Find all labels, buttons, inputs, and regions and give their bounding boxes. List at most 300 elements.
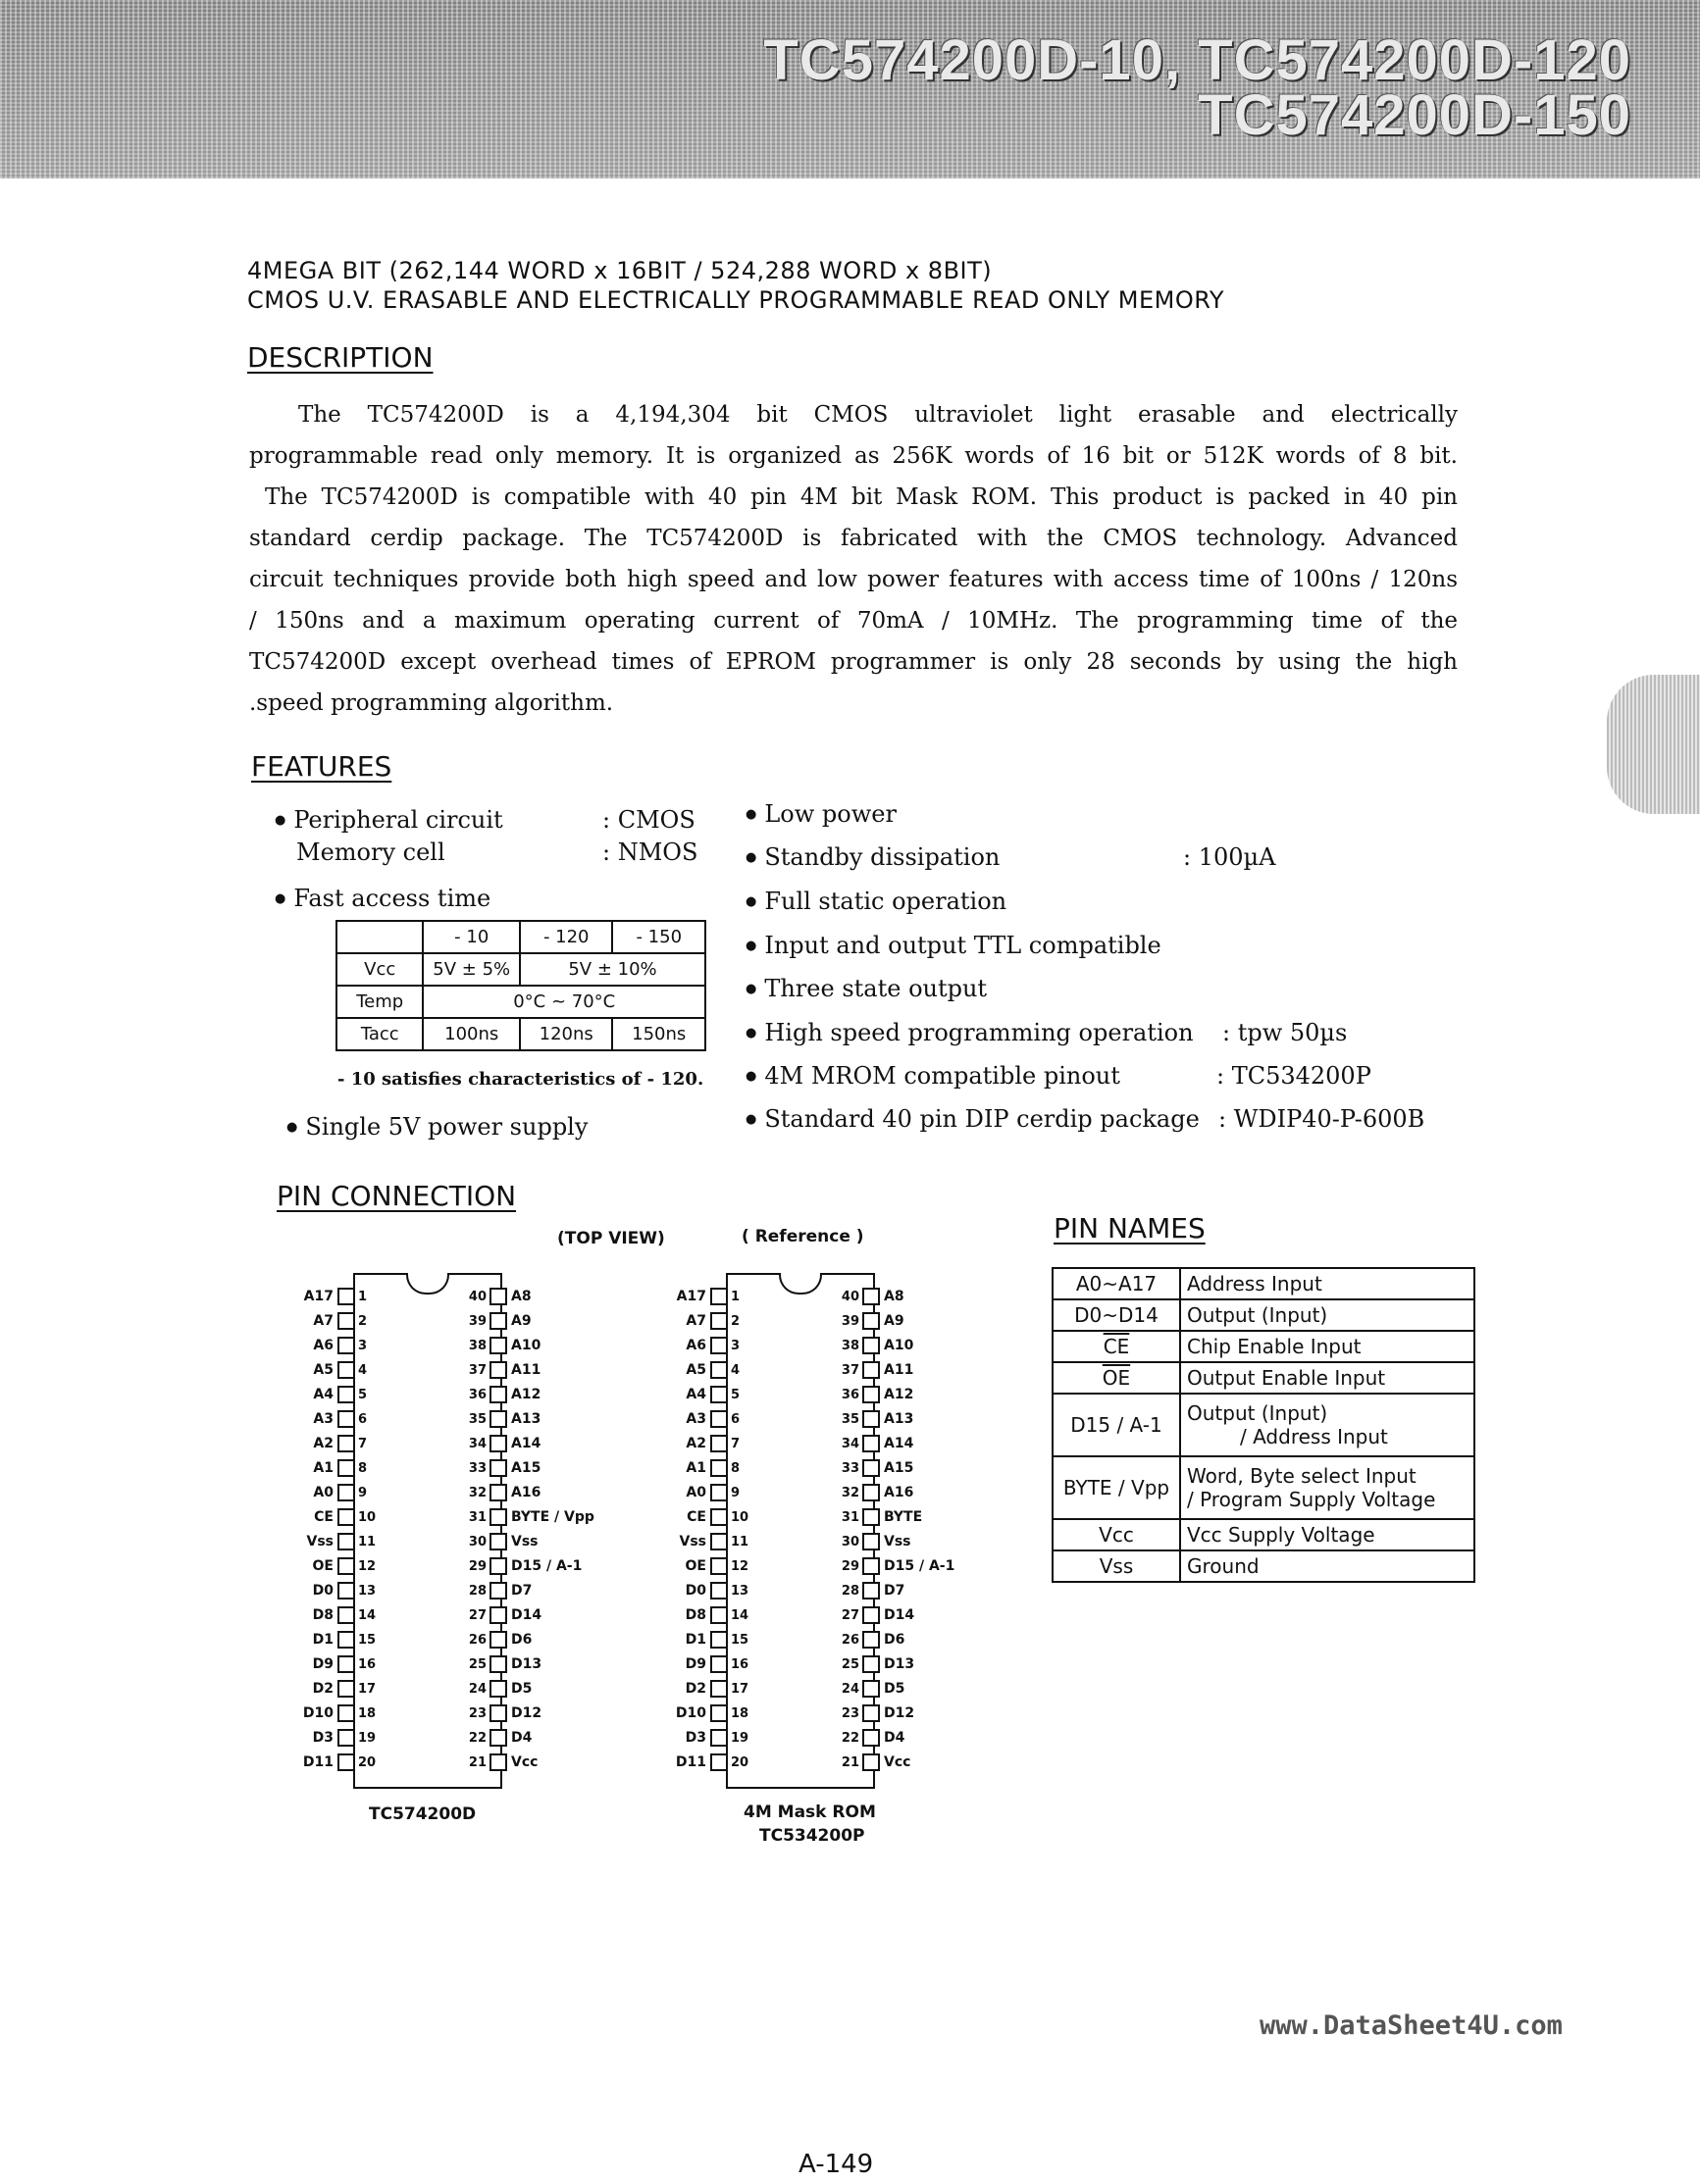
pin-pad: [489, 1435, 507, 1452]
description-line: / 150ns and a maximum operating current of 70mA / 10MHz. The programming time of the: [249, 608, 1458, 634]
pin-pad: [862, 1631, 880, 1649]
pin-pad: [489, 1753, 507, 1771]
pin-right: [465, 1483, 590, 1502]
feature-label: Single 5V power supply: [305, 1113, 589, 1141]
pin-number: 6: [731, 1411, 741, 1427]
pin-label: A5: [686, 1362, 706, 1378]
pin-label: D15 / A-1: [884, 1558, 955, 1574]
pin-left: [657, 1311, 752, 1331]
pin-pad: [710, 1704, 728, 1722]
pin-left: [284, 1287, 380, 1306]
pin-number: 38: [468, 1338, 487, 1353]
pin-label: D10: [302, 1705, 334, 1721]
pin-label: BYTE / Vpp: [511, 1509, 594, 1525]
pin-number: 12: [731, 1558, 749, 1574]
pin-left: [657, 1287, 752, 1306]
pin-name: $\overline{OE}$: [1053, 1362, 1180, 1394]
pin-right: [838, 1311, 962, 1331]
pin-pad: [710, 1606, 728, 1624]
pin-label: A8: [511, 1289, 532, 1304]
pin-right: [838, 1703, 962, 1723]
pin-label: A11: [511, 1362, 541, 1378]
pin-number: 32: [841, 1485, 859, 1500]
pin-pad: [337, 1753, 355, 1771]
pin-number: 9: [731, 1485, 741, 1500]
pin-pad: [337, 1729, 355, 1747]
feature-ttl: [746, 932, 1161, 959]
side-tab-marker: [1607, 675, 1700, 814]
pin-number: 25: [468, 1656, 487, 1672]
pin-pad: [862, 1435, 880, 1452]
pin-pad: [337, 1704, 355, 1722]
pin-pad: [337, 1410, 355, 1428]
feature-label: High speed programming operation: [764, 1019, 1194, 1046]
title-line-1: TC574200D-10, TC574200D-120: [763, 28, 1631, 92]
pin-number: 14: [731, 1607, 749, 1623]
vcc-other-value: 5V ± 10%: [520, 953, 705, 986]
feature-single-supply: [286, 1113, 588, 1141]
pin-label: Vss: [884, 1534, 911, 1549]
access-time-table: [335, 920, 706, 1051]
pin-right: [465, 1752, 590, 1772]
pin-label: D3: [685, 1730, 706, 1746]
pin-number: 34: [841, 1436, 859, 1451]
pin-right: [838, 1336, 962, 1355]
pin-pad: [710, 1361, 728, 1379]
pin-pad: [710, 1557, 728, 1575]
pin-pad: [862, 1655, 880, 1673]
pin-label: A8: [884, 1289, 904, 1304]
pin-name: A0~A17: [1053, 1268, 1180, 1299]
pin-number: 22: [468, 1730, 487, 1746]
chip2-caption-2: TC534200P: [759, 1826, 865, 1846]
pin-number: 20: [731, 1754, 749, 1770]
pin-pad: [337, 1557, 355, 1575]
pin-left: [284, 1483, 380, 1502]
feature-label: Fast access time: [293, 885, 491, 912]
pin-number: 27: [468, 1607, 487, 1623]
pin-left: [284, 1385, 380, 1404]
features-heading: FEATURES: [251, 750, 392, 783]
pin-pad: [489, 1312, 507, 1330]
pin-label: A14: [884, 1436, 914, 1451]
pin-number: 14: [358, 1607, 377, 1623]
pin-label: A4: [313, 1387, 334, 1402]
pin-number: 17: [731, 1681, 749, 1697]
pin-left: [284, 1556, 380, 1576]
pin-right: [465, 1581, 590, 1600]
pin-number: 31: [468, 1509, 487, 1525]
pin-label: D8: [685, 1607, 706, 1623]
pin-label: A6: [313, 1338, 334, 1353]
pin-pad: [862, 1386, 880, 1403]
pin-pad: [489, 1680, 507, 1698]
pin-right: [838, 1728, 962, 1748]
tacc-label: Tacc: [336, 1018, 423, 1050]
pin-label: A0: [313, 1485, 334, 1500]
pin-left: [284, 1434, 380, 1453]
pin-number: 10: [358, 1509, 377, 1525]
pin-number: 10: [731, 1509, 749, 1525]
pin-pad: [489, 1655, 507, 1673]
top-view-label: (TOP VIEW): [557, 1229, 665, 1248]
pin-label: D0: [685, 1583, 706, 1599]
pin-pad: [710, 1337, 728, 1354]
pin-label: A3: [686, 1411, 706, 1427]
pin-label: A13: [511, 1411, 541, 1427]
chip2-caption-1: 4M Mask ROM: [744, 1803, 876, 1822]
pin-left: [284, 1703, 380, 1723]
pin-pad: [337, 1484, 355, 1501]
pin-right: [838, 1287, 962, 1306]
description-line: TC574200D except overhead times of EPROM programmer is only 28 seconds by using the high: [249, 649, 1458, 675]
pin-label: A16: [511, 1485, 541, 1500]
pin-pad: [862, 1508, 880, 1526]
pin-left: [284, 1532, 380, 1551]
pin-number: 5: [731, 1387, 741, 1402]
feature-peripheral: [275, 806, 503, 834]
pin-pad: [489, 1729, 507, 1747]
pin-right: [465, 1605, 590, 1625]
feature-memory-cell: Memory cell: [296, 838, 445, 866]
pin-number: 29: [841, 1558, 859, 1574]
pin-label: A10: [884, 1338, 914, 1353]
pin-left: [657, 1336, 752, 1355]
pin-label: D3: [312, 1730, 334, 1746]
pin-pad: [337, 1680, 355, 1698]
pin-left: [284, 1752, 380, 1772]
grade-150-header: - 150: [612, 921, 705, 953]
pin-right: [465, 1630, 590, 1650]
pin-label: OE: [685, 1558, 706, 1574]
pin-number: 11: [731, 1534, 749, 1549]
pin-left: [284, 1458, 380, 1478]
grade-note: - 10 satisfies characteristics of - 120.: [337, 1069, 704, 1090]
pin-pad: [489, 1410, 507, 1428]
pin-number: 24: [468, 1681, 487, 1697]
feature-low-power: [746, 800, 897, 828]
tacc-10: 100ns: [423, 1018, 520, 1050]
pin-label: A13: [884, 1411, 914, 1427]
pin-left: [657, 1581, 752, 1600]
pin-label: D13: [511, 1656, 542, 1672]
pin-pad: [489, 1386, 507, 1403]
pin-left: [284, 1360, 380, 1380]
feature-peripheral-value: : CMOS: [602, 806, 695, 834]
pin-number: 38: [841, 1338, 859, 1353]
pin-left: [657, 1630, 752, 1650]
pin-right: [465, 1458, 590, 1478]
pin-left: [657, 1556, 752, 1576]
pin-pad: [710, 1312, 728, 1330]
pin-pad: [862, 1288, 880, 1305]
pin-label: A12: [511, 1387, 541, 1402]
pin-number: 28: [468, 1583, 487, 1599]
pin-desc: Output Enable Input: [1180, 1362, 1474, 1394]
description-body: [249, 394, 1458, 724]
pin-label: A6: [686, 1338, 706, 1353]
tacc-150: 150ns: [612, 1018, 705, 1050]
feature-label: Standard 40 pin DIP cerdip package: [764, 1105, 1200, 1133]
pin-number: 13: [731, 1583, 749, 1599]
pin-pad: [862, 1533, 880, 1550]
pin-label: D12: [511, 1705, 542, 1721]
pin-name: $\overline{CE}$: [1053, 1331, 1180, 1362]
feature-memory-value: : NMOS: [602, 838, 698, 866]
description-line: The TC574200D is compatible with 40 pin 4M bit Mask ROM. This product is packed in 40 pin: [265, 484, 1458, 510]
pin-label: D6: [511, 1632, 533, 1648]
pin-number: 4: [731, 1362, 741, 1378]
pin-label: D2: [685, 1681, 706, 1697]
description-line: .speed programming algorithm.: [249, 690, 614, 716]
pin-right: [838, 1483, 962, 1502]
pin-right: [465, 1409, 590, 1429]
pin-pad: [337, 1655, 355, 1673]
pin-label: D4: [884, 1730, 905, 1746]
pin-label: Vss: [306, 1534, 334, 1549]
pin-label: A15: [511, 1460, 541, 1476]
pin-names-heading: PIN NAMES: [1054, 1212, 1206, 1244]
pin-number: 28: [841, 1583, 859, 1599]
pin-pad: [710, 1753, 728, 1771]
pin-left: [657, 1360, 752, 1380]
pin-label: Vss: [511, 1534, 539, 1549]
pin-label: D5: [884, 1681, 905, 1697]
pin-number: 20: [358, 1754, 377, 1770]
pin-label: D11: [675, 1754, 706, 1770]
feature-label: 4M MROM compatible pinout: [764, 1062, 1120, 1090]
pin-name: Vss: [1053, 1550, 1180, 1582]
pin-label: D15 / A-1: [511, 1558, 583, 1574]
pin-label: A14: [511, 1436, 541, 1451]
pin-right: [838, 1679, 962, 1699]
pin-left: [657, 1483, 752, 1502]
pin-pad: [710, 1729, 728, 1747]
pin-number: 39: [468, 1313, 487, 1329]
pin-pad: [337, 1533, 355, 1550]
pin-pad: [489, 1606, 507, 1624]
pin-number: 3: [358, 1338, 368, 1353]
pin-label: A9: [884, 1313, 904, 1329]
pin-label: CE: [314, 1509, 334, 1525]
pin-label: A0: [686, 1485, 706, 1500]
pin-number: 29: [468, 1558, 487, 1574]
pin-number: 21: [468, 1754, 487, 1770]
pin-desc: [1180, 1394, 1474, 1456]
pin-left: [657, 1507, 752, 1527]
pin-left: [284, 1507, 380, 1527]
pin-pad: [710, 1582, 728, 1600]
pin-label: D9: [312, 1656, 334, 1672]
pin-left: [657, 1458, 752, 1478]
pin-label: Vcc: [511, 1754, 539, 1770]
pin-right: [838, 1409, 962, 1429]
pin-number: 35: [468, 1411, 487, 1427]
pin-number: 21: [841, 1754, 859, 1770]
pin-number: 2: [731, 1313, 741, 1329]
pin-pad: [710, 1533, 728, 1550]
pin-right: [465, 1556, 590, 1576]
pin-label: D1: [685, 1632, 706, 1648]
pin-number: 36: [468, 1387, 487, 1402]
pin-number: 35: [841, 1411, 859, 1427]
pin-number: 40: [468, 1289, 487, 1304]
pin-left: [657, 1654, 752, 1674]
feature-mrom-pinout: [746, 1062, 1120, 1090]
feature-label: Low power: [764, 800, 897, 828]
pin-number: 19: [731, 1730, 749, 1746]
chip-notch: [779, 1273, 822, 1295]
pin-label: BYTE: [884, 1509, 923, 1525]
pin-pad: [710, 1508, 728, 1526]
pin-number: 26: [841, 1632, 859, 1648]
pin-label: D12: [884, 1705, 915, 1721]
feature-mrom-value: : TC534200P: [1216, 1062, 1371, 1090]
pin-label: A7: [686, 1313, 706, 1329]
pin-label: A4: [686, 1387, 706, 1402]
pin-right: [465, 1311, 590, 1331]
pin-pad: [862, 1729, 880, 1747]
pin-number: 15: [358, 1632, 377, 1648]
pin-desc: Ground: [1180, 1550, 1474, 1582]
pin-number: 2: [358, 1313, 368, 1329]
grade-120-header: - 120: [520, 921, 613, 953]
pin-right: [465, 1434, 590, 1453]
pin-label: D2: [312, 1681, 334, 1697]
pin-number: 24: [841, 1681, 859, 1697]
pin-number: 36: [841, 1387, 859, 1402]
pin-number: 18: [358, 1705, 377, 1721]
pin-left: [657, 1752, 752, 1772]
pin-left: [657, 1385, 752, 1404]
feature-label: Input and output TTL compatible: [764, 932, 1161, 959]
pin-pad: [862, 1606, 880, 1624]
pin-number: 23: [468, 1705, 487, 1721]
pin-right: [838, 1532, 962, 1551]
pin-label: D7: [511, 1583, 533, 1599]
feature-static: [746, 888, 1006, 915]
pin-right: [838, 1752, 962, 1772]
vcc-10-value: 5V ± 5%: [423, 953, 520, 986]
pin-right: [465, 1728, 590, 1748]
pin-label: A16: [884, 1485, 914, 1500]
temp-label: Temp: [336, 986, 423, 1018]
pin-number: 18: [731, 1705, 749, 1721]
pin-right: [838, 1507, 962, 1527]
description-line: programmable read only memory. It is organized as 256K words of 16 bit or 512K words of 8 bit.: [249, 443, 1458, 469]
pin-pad: [337, 1337, 355, 1354]
grade-10-header: - 10: [423, 921, 520, 953]
pin-pad: [489, 1508, 507, 1526]
pin-number: 4: [358, 1362, 368, 1378]
pin-left: [284, 1728, 380, 1748]
pin-pad: [337, 1606, 355, 1624]
tacc-120: 120ns: [520, 1018, 613, 1050]
pin-left: [657, 1532, 752, 1551]
pin-label: A11: [884, 1362, 914, 1378]
pin-right: [838, 1605, 962, 1625]
pin-label: A15: [884, 1460, 914, 1476]
pin-number: 7: [358, 1436, 368, 1451]
pin-right: [838, 1385, 962, 1404]
pin-label: D14: [511, 1607, 542, 1623]
pin-right: [465, 1287, 590, 1306]
pin-number: 30: [468, 1534, 487, 1549]
pin-number: 3: [731, 1338, 741, 1353]
pin-pad: [489, 1288, 507, 1305]
subtitle-line-1: 4MEGA BIT (262,144 WORD x 16BIT / 524,288 WORD x 8BIT): [247, 257, 993, 284]
pin-right: [838, 1556, 962, 1576]
feature-label: Peripheral circuit: [293, 806, 503, 834]
pin-pad: [489, 1484, 507, 1501]
feature-high-speed-value: : tpw 50µs: [1222, 1019, 1348, 1046]
feature-package: [746, 1105, 1200, 1133]
pin-label: D9: [685, 1656, 706, 1672]
pin-pad: [710, 1459, 728, 1477]
pin-right: [838, 1630, 962, 1650]
pin-label: A2: [686, 1436, 706, 1451]
pin-pad: [489, 1631, 507, 1649]
pin-label: A17: [303, 1289, 334, 1304]
pin-number: 8: [731, 1460, 741, 1476]
pin-left: [657, 1703, 752, 1723]
pin-pad: [489, 1704, 507, 1722]
pin-label: A1: [313, 1460, 334, 1476]
pin-number: 22: [841, 1730, 859, 1746]
pin-desc: Output (Input): [1180, 1299, 1474, 1331]
pin-number: 11: [358, 1534, 377, 1549]
pin-pad: [489, 1459, 507, 1477]
pin-number: 5: [358, 1387, 368, 1402]
pin-right: [465, 1703, 590, 1723]
watermark: www.DataSheet4U.com: [1260, 2010, 1563, 2041]
pin-right: [465, 1654, 590, 1674]
pin-desc-line: / Address Input: [1240, 1425, 1388, 1448]
pin-right: [465, 1336, 590, 1355]
pin-pad: [337, 1386, 355, 1403]
pin-pad: [710, 1435, 728, 1452]
pin-pad: [862, 1753, 880, 1771]
pin-label: D1: [312, 1632, 334, 1648]
pin-left: [284, 1679, 380, 1699]
pin-number: 23: [841, 1705, 859, 1721]
pin-name: BYTE / Vpp: [1053, 1456, 1180, 1519]
pin-label: A2: [313, 1436, 334, 1451]
page-number: A-149: [798, 2150, 874, 2179]
pin-pad: [489, 1361, 507, 1379]
pin-right: [838, 1581, 962, 1600]
pin-right: [838, 1360, 962, 1380]
pin-pad: [489, 1337, 507, 1354]
pin-pad: [862, 1410, 880, 1428]
pin-number: 25: [841, 1656, 859, 1672]
pin-number: 13: [358, 1583, 377, 1599]
header-band: [0, 0, 1700, 178]
pin-pad: [337, 1459, 355, 1477]
pin-pad: [489, 1582, 507, 1600]
feature-label: Three state output: [764, 975, 988, 1002]
reference-label: ( Reference ): [742, 1227, 864, 1246]
pin-number: 16: [731, 1656, 749, 1672]
pin-pad: [489, 1557, 507, 1575]
pin-number: 32: [468, 1485, 487, 1500]
pin-number: 39: [841, 1313, 859, 1329]
pin-label: A1: [686, 1460, 706, 1476]
feature-package-value: : WDIP40-P-600B: [1218, 1105, 1425, 1133]
pin-label: Vcc: [884, 1754, 911, 1770]
pin-label: A9: [511, 1313, 532, 1329]
pin-label: CE: [687, 1509, 706, 1525]
